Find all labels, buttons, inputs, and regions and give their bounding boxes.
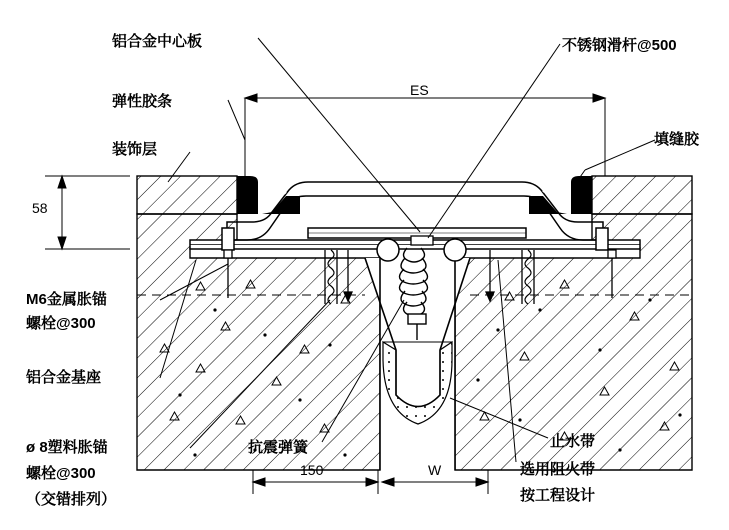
dimension-es xyxy=(245,94,605,176)
dim-right-span: W xyxy=(428,462,442,478)
label-elastic-strip: 弹性胶条 xyxy=(112,93,173,110)
dimension-bottom xyxy=(253,470,488,494)
label-anchor-m6-2: 螺栓@300 xyxy=(26,315,96,332)
label-slide-bar: 不锈钢滑杆@500 xyxy=(562,37,677,54)
dimension-height xyxy=(45,176,130,249)
label-fire-band-1: 选用阻火带 xyxy=(520,461,596,478)
label-spring: 抗震弹簧 xyxy=(248,439,309,456)
concrete-slab-right xyxy=(455,176,692,470)
label-fire-band-2: 按工程设计 xyxy=(520,487,596,504)
label-alu-base: 铝合金基座 xyxy=(26,369,102,386)
label-decor-layer: 装饰层 xyxy=(112,141,158,158)
label-plastic-anchor-1: ø 8塑料胀锚 xyxy=(26,439,108,456)
dim-left-span: 150 xyxy=(300,462,324,478)
label-plastic-anchor-2: 螺栓@300 xyxy=(26,465,96,482)
label-seal-glue: 填缝胶 xyxy=(654,131,700,148)
label-center-plate: 铝合金中心板 xyxy=(112,33,203,50)
label-water-stop: 止水带 xyxy=(550,433,596,450)
dim-height: 58 xyxy=(32,200,48,216)
label-plastic-anchor-3: （交错排列） xyxy=(26,491,117,508)
dim-es: ES xyxy=(410,82,429,98)
label-anchor-m6-1: M6金属胀锚 xyxy=(26,291,107,308)
concrete-slab-left xyxy=(137,176,380,470)
